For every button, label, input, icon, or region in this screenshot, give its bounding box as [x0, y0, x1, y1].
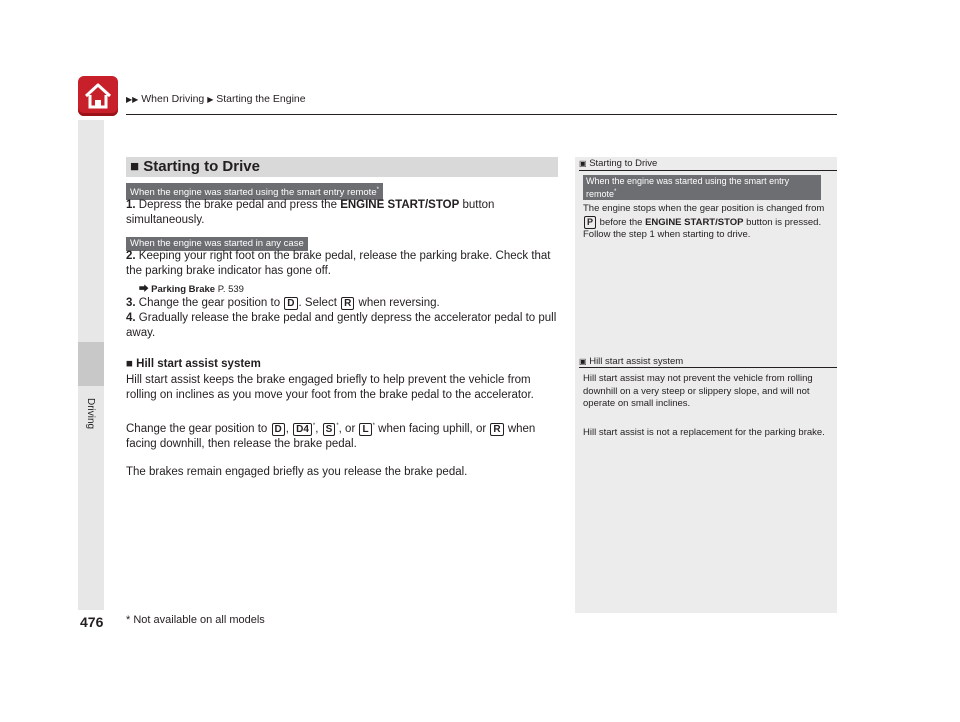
step-2: 2. Keeping your right foot on the brake pedal, release the parking brake. Check that the parking brake indicator has gone off.	[126, 250, 551, 277]
page-number: 476	[80, 614, 104, 630]
hill-paragraph-2: Change the gear position to D , D4 *, S *, or L * when facing uphill, or R when facing downhill, then release the brake pedal.	[126, 422, 536, 450]
side-tab-label: Driving	[85, 398, 96, 430]
step-3: 3. Change the gear position to D . Select R when reversing.	[126, 297, 440, 309]
gear-d-key: D	[284, 297, 297, 310]
footnote: * Not available on all models	[126, 614, 265, 626]
tag-any-case: When the engine was started in any case	[126, 233, 308, 251]
note-1-body: The engine stops when the gear position is changed from P before the ENGINE START/STOP button is pressed. Follow the step 1 when starting to drive.	[583, 203, 825, 240]
gear-d4-key: D4	[293, 423, 312, 436]
section-square-icon: ■	[130, 158, 140, 175]
breadcrumb-item-1[interactable]: When Driving	[141, 93, 205, 105]
gear-s-key: S	[323, 423, 336, 436]
header-rule	[126, 114, 837, 115]
note-1-rule	[579, 170, 837, 171]
note-2-paragraph-2: Hill start assist is not a replacement for the parking brake.	[583, 427, 825, 438]
hill-paragraph-1: Hill start assist keeps the brake engaged briefly to help prevent the vehicle from rolling on inclines as you move your foot from the brake pedal to the accelerator.	[126, 374, 534, 401]
note-2-paragraph-1: Hill start assist may not prevent the vehicle from rolling downhill on a very steep or slippery slope, and will not operate on small inclines.	[583, 373, 813, 409]
side-tab-marker	[78, 342, 104, 386]
breadcrumb-arrow-icon: ▶▶	[126, 95, 139, 104]
link-arrow-icon: ⮕	[139, 284, 149, 295]
breadcrumb-item-2[interactable]: Starting the Engine	[216, 93, 306, 105]
gear-l-key: L	[359, 423, 371, 436]
breadcrumb	[126, 93, 306, 105]
note-2-title: ▣ Hill start assist system	[579, 356, 684, 367]
gear-p-key: P	[584, 216, 596, 229]
parking-brake-link[interactable]: ⮕ Parking Brake P. 539	[139, 284, 244, 295]
gear-r-key: R	[490, 423, 503, 436]
note-2-rule	[579, 367, 837, 368]
hill-title: ■ Hill start assist system	[126, 358, 261, 370]
section-title: ■ Starting to Drive	[126, 157, 558, 177]
note-1-title: ▣ Starting to Drive	[579, 158, 658, 169]
step-1: 1. Depress the brake pedal and press the ENGINE START/STOP button simultaneously.	[126, 199, 495, 226]
note-1-tag: When the engine was started using the smart entry remote*	[583, 175, 821, 200]
breadcrumb-arrow-icon: ▶	[207, 95, 214, 104]
note-marker-icon: ▣	[579, 357, 587, 366]
note-marker-icon: ▣	[579, 159, 587, 168]
step-4: 4. Gradually release the brake pedal and gently depress the accelerator pedal to pull away.	[126, 312, 557, 339]
gear-r-key: R	[341, 297, 354, 310]
tag-smart-entry: When the engine was started using the smart entry remote*	[126, 182, 383, 200]
gear-d-key: D	[272, 423, 285, 436]
hill-paragraph-3: The brakes remain engaged briefly as you release the brake pedal.	[126, 466, 468, 478]
home-icon[interactable]	[78, 76, 118, 116]
hill-square-icon: ■	[126, 358, 133, 370]
